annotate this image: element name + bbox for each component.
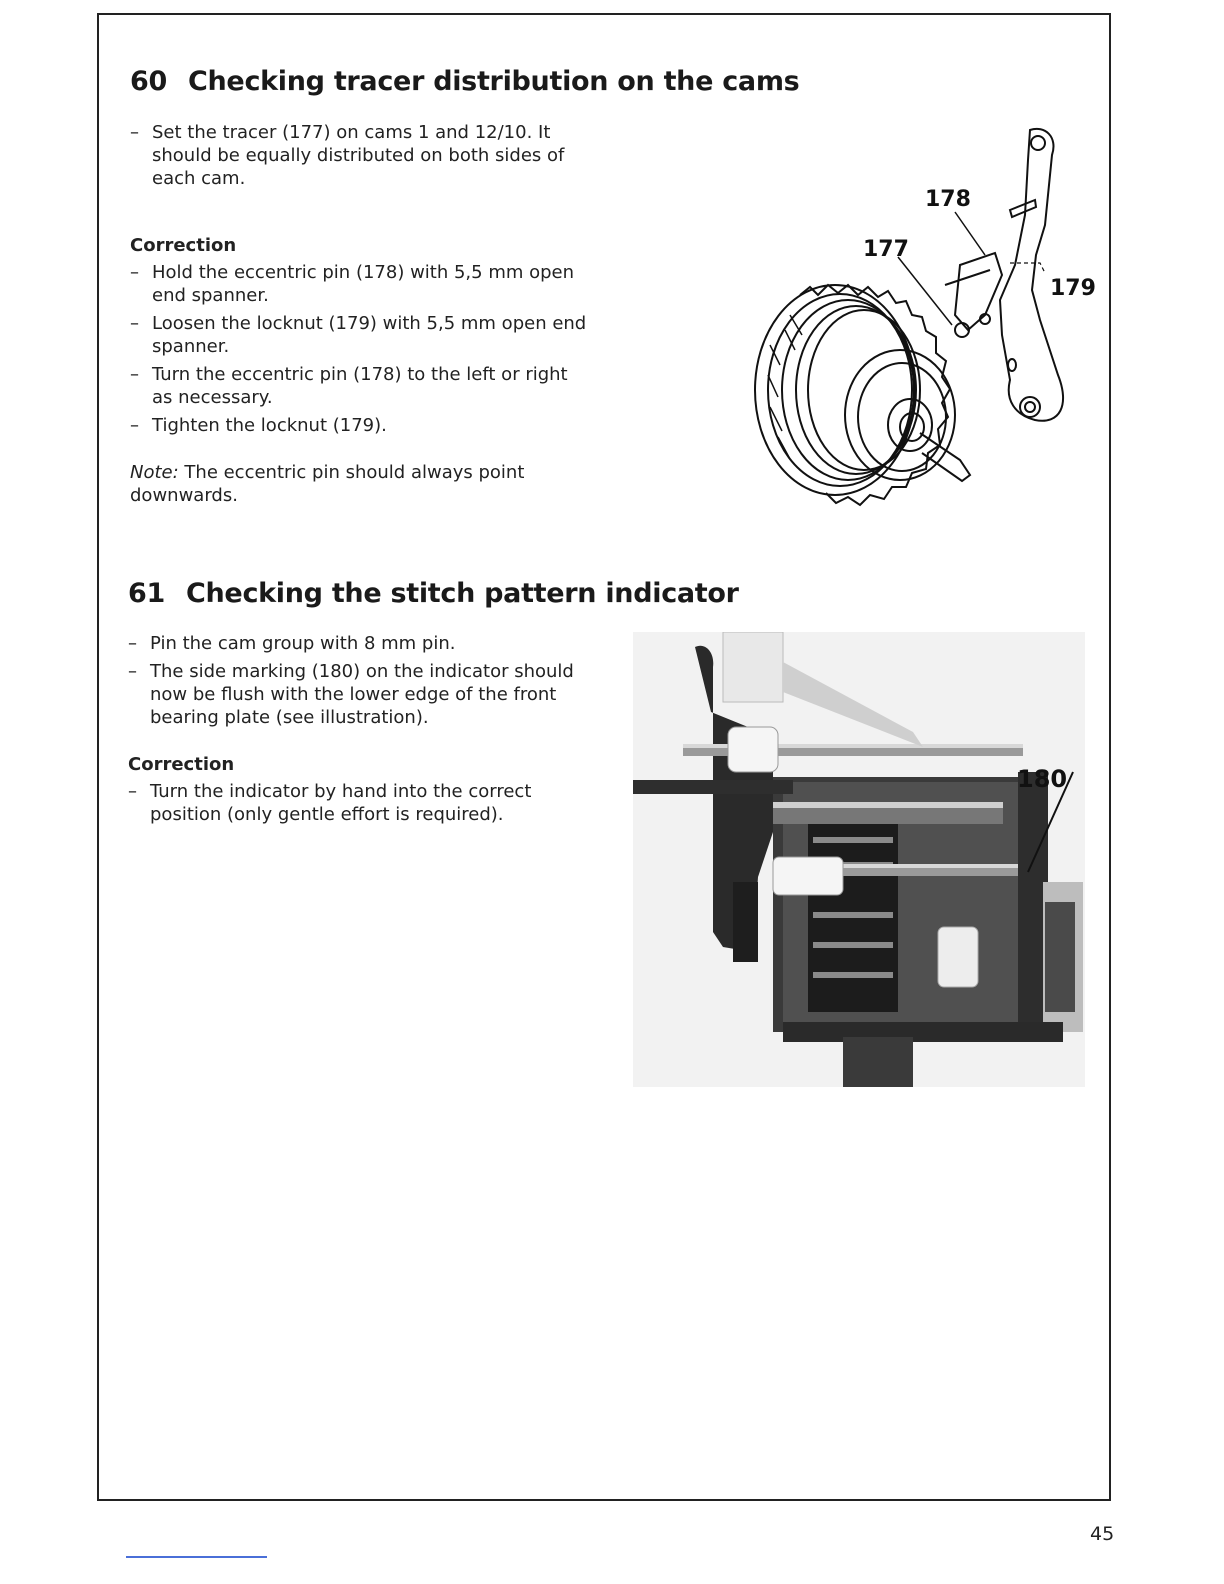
section-60-number: 60	[130, 66, 167, 97]
section-60-intro-list	[130, 121, 580, 190]
list-item: – Pin the cam group with 8 mm pin.	[128, 633, 456, 654]
list-item: – Hold the eccentric pin (178) with 5,5 mm open end spanner.	[130, 262, 575, 306]
section-61-title: Checking the stitch pattern indicator	[186, 578, 739, 609]
section-60-correction-heading: Correction	[130, 235, 237, 256]
cam-group-photo	[633, 632, 1085, 1087]
section-61-intro	[128, 632, 578, 734]
callout-179: 179	[1050, 276, 1096, 301]
note-label: Note:	[130, 462, 179, 483]
section-60-correction	[130, 234, 590, 442]
callout-177: 177	[863, 237, 909, 262]
section-60-title: Checking tracer distribution on the cams	[188, 66, 800, 97]
list-item: – Turn the eccentric pin (178) to the left or right as necessary.	[130, 364, 568, 408]
section-61-number: 61	[128, 578, 165, 609]
note-text: The eccentric pin should always point downwards.	[130, 462, 525, 506]
callout-180: 180	[1017, 765, 1068, 793]
list-item: – Tighten the locknut (179).	[130, 415, 387, 436]
cam-assembly-illustration	[740, 115, 1090, 515]
page-number: 45	[1090, 1523, 1115, 1545]
section-61-correction-list	[128, 780, 558, 826]
section-60-note	[130, 461, 550, 507]
section-60-intro	[130, 121, 580, 195]
section-61-intro-list	[128, 632, 578, 729]
section-61-correction-heading: Correction	[128, 754, 235, 775]
footer-link-underline	[126, 1556, 267, 1558]
list-item: – Set the tracer (177) on cams 1 and 12/10. It should be equally distributed on both sides of each cam.	[130, 122, 565, 189]
list-item: – Turn the indicator by hand into the correct position (only gentle effort is required).	[128, 781, 532, 825]
section-60-correction-list	[130, 261, 590, 437]
list-item: – Loosen the locknut (179) with 5,5 mm open end spanner.	[130, 313, 587, 357]
list-item: – The side marking (180) on the indicator should now be flush with the lower edge of the front bearing plate (see illustration).	[128, 661, 574, 728]
section-60-heading	[130, 66, 799, 97]
section-61-correction	[128, 753, 558, 831]
section-61-heading	[128, 578, 739, 609]
callout-178: 178	[925, 187, 971, 212]
